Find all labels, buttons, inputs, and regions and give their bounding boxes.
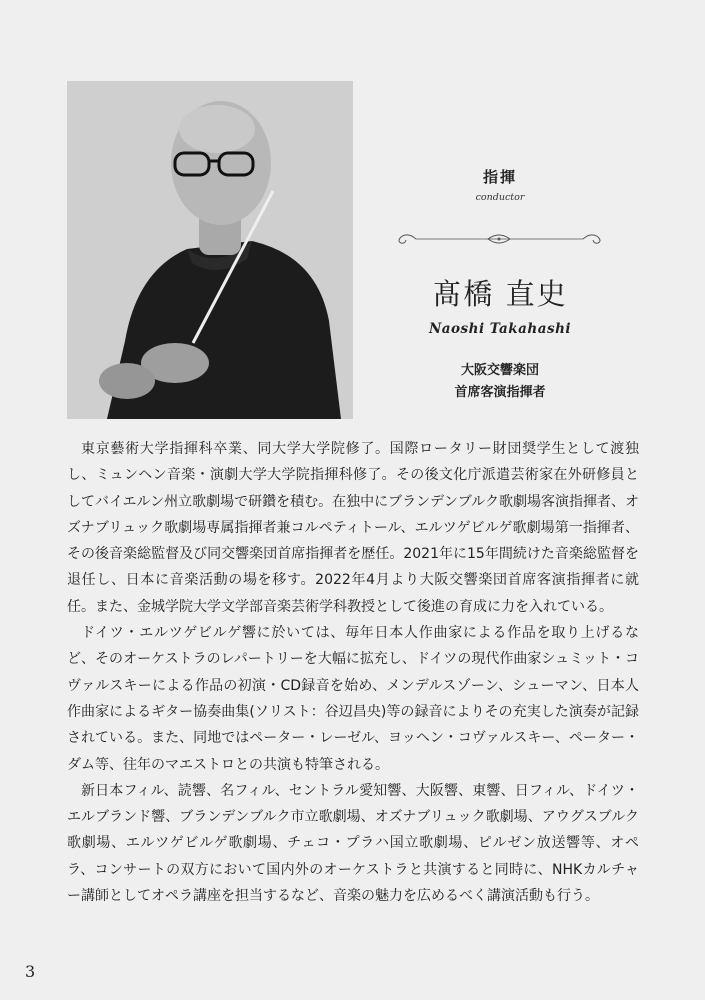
page-number: 3 [25,962,36,981]
conductor-name-english: Naoshi Takahashi [428,321,572,337]
conductor-name-japanese: 髙橋 直史 [432,277,568,311]
role-subtitle: conductor [475,192,525,203]
bio-paragraph: ドイツ・エルツゲビルゲ響に於いては、毎年日本人作曲家による作品を取り上げるなど、そのオーケストラのレパートリーを大幅に拡充し、ドイツの現代作曲家シュミット・コヴァルスキーによる作品の初演・CD録音を始め、メンデルスゾーン、シューマン、日本人作曲家によるギター協奏曲集(ソリスト：谷辺昌央)等の録音によりその充実した演奏が記録されている。また、同地ではペーター・レーゼル、ヨッヘン・コヴァルスキー、ペーター・ダム等、往年のマエストロとの共演も特筆される。 [67,625,639,773]
bio-paragraph: 新日本フィル、読響、名フィル、セントラル愛知響、大阪響、東響、日フィル、ドイツ・エルブランド響、ブランデンブルク市立歌劇場、オズナブリュック歌劇場、アウグスブルク歌劇場、エルツゲビルゲ歌劇場、チェコ・プラハ国立歌劇場、ピルゼン放送響等、オペラ、コンサートの双方において国内外のオーケストラと共演すると同時に、NHKカルチャー講師としてオペラ講座を担当するなど、音楽の魅力を広めるべく講演活動も行う。 [67,782,639,905]
affiliation [420,360,580,404]
affiliation-line-1: 大阪交響楽団 [460,363,539,378]
biography [67,436,639,909]
affiliation-line-2: 首席客演指揮者 [454,385,546,400]
ornament-divider [392,231,607,247]
bio-paragraph: 東京藝術大学指揮科卒業、同大学大学院修了。国際ロータリー財団奨学生として渡独し、ミュンヘン音楽・演劇大学大学院指揮科修了。その後文化庁派遣芸術家在外研修員としてバイエルン州立歌劇場で研鑽を積む。在独中にブランデンブルク歌劇場客演指揮者、オズナブリュック歌劇場専属指揮者兼コルペティトール、エルツゲビルゲ歌劇場第一指揮者、その後音楽総監督及び同交響楽団首席指揮者を歴任。2021年に15年間続けた音楽総監督を退任し、日本に音楽活動の場を移す。2022年4月より大阪交響楽団首席客演指揮者に就任。また、金城学院大学文学部音楽芸術学科教授として後進の育成に力を入れている。 [67,441,639,615]
conductor-portrait-photo [67,81,353,419]
role-title: 指揮 [482,168,517,186]
